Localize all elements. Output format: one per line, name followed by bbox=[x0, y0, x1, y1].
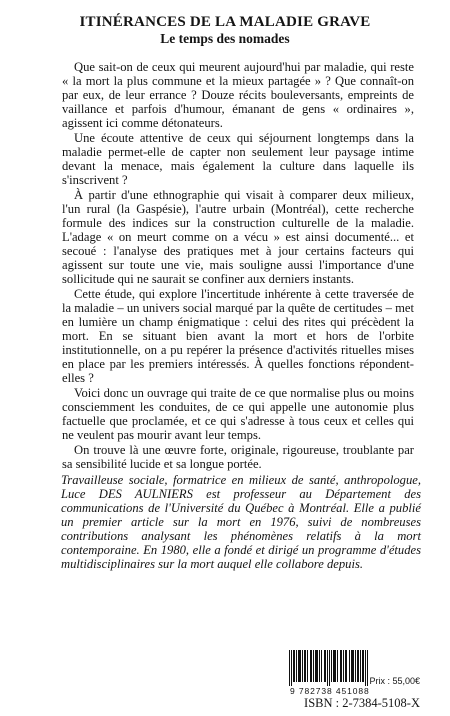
author-bio bbox=[61, 473, 421, 571]
author-bio-text: Travailleuse sociale, formatrice en milieux de santé, anthropologue, Luce DES AULNIERS est professeur au Département des communications de l'Université du Québec à Montréal. Elle a publié un premier article sur la mort en 1976, suivi de nombreuses contributions analysant les phénomènes relatifs à la mort contemporaine. En 1980, elle a fondé et dirigé un programme d'études multidisciplinaires sur la mort auquel elle collabore depuis. bbox=[61, 473, 421, 571]
blurb-paragraph-5: Voici donc un ouvrage qui traite de ce que normalise plus ou moins consciemment les conduites, de ce qui appelle une autonomie plus factuelle que proclamée, et ce qui s'adresse à tous ceux et celles qui ne veulent pas mourir avant leur temps. bbox=[62, 386, 414, 442]
blurb bbox=[62, 60, 414, 472]
blurb-paragraph-4: Cette étude, qui explore l'incertitude inhérente à cette traversée de la maladie – un univers social marqué par la quête de certitudes – met en lumière un champ énigmatique : celui des rites qui précèdent la mort. En se situant bien avant la mort et hors de l'orbite institutionnelle, on a pu repérer la présence d'activités rituelles mises en place par les premiers intéressés. À quelles fonctions répondent-elles ? bbox=[62, 287, 414, 385]
barcode bbox=[289, 650, 369, 686]
header bbox=[0, 13, 450, 47]
book-title: ITINÉRANCES DE LA MALADIE GRAVE bbox=[79, 14, 371, 30]
blurb-paragraph-6: On trouve là une œuvre forte, originale, rigoureuse, troublante par sa sensibilité lucide et sa longue portée. bbox=[62, 443, 414, 471]
price-label: Prix : 55,00€ bbox=[369, 676, 420, 686]
blurb-paragraph-1: Que sait-on de ceux qui meurent aujourd'hui par maladie, qui reste « la mort la plus commune et la mieux partagée » ? Que connaît-on par eux, de leur errance ? Douze récits bouleversants, empreints de vaillance et parfois d'humour, émanant de gens « ordinaires », agissent ici comme détonateurs. bbox=[62, 60, 414, 130]
blurb-paragraph-2: Une écoute attentive de ceux qui séjournent longtemps dans la maladie permet-elle de capter non seulement leur paysage intime devant la menace, mais également la culture dans laquelle ils s'inscrivent ? bbox=[62, 131, 414, 187]
barcode-digits: 9 782738 451088 bbox=[290, 686, 370, 696]
book-subtitle: Le temps des nomades bbox=[160, 31, 290, 46]
isbn-label: ISBN : 2-7384-5108-X bbox=[304, 696, 420, 710]
blurb-paragraph-3: À partir d'une ethnographie qui visait à comparer deux milieux, l'un rural (la Gaspésie), l'autre urbain (Montréal), cette recherche formule des indices sur la construction culturelle de la maladie. L'adage « on meurt comme on a vécu » est ainsi documenté... et secoué : l'analyse des pratiques met à jour certains facteurs qui agissent sur toute une vie, mais souligne aussi l'importance d'une sollicitude qui ne saurait se confiner aux derniers instants. bbox=[62, 188, 414, 286]
